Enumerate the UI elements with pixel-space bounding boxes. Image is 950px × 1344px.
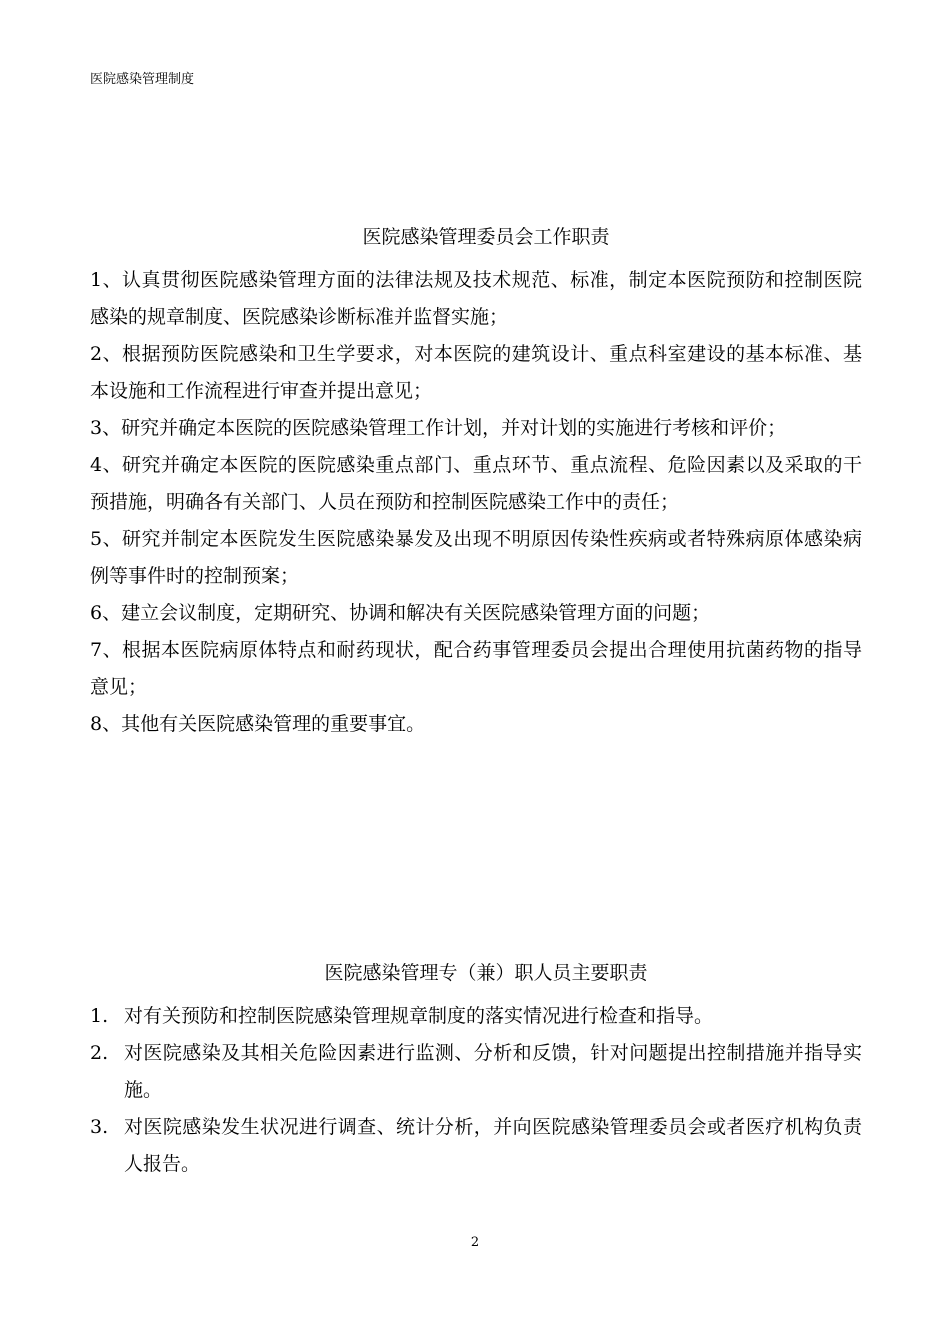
committee-duty-item: 2、根据预防医院感染和卫生学要求，对本医院的建筑设计、重点科室建设的基本标准、基本设施和工作流程进行审查并提出意见； (90, 343, 862, 402)
page-number: 2 (470, 1235, 480, 1250)
committee-duty-item: 5、研究并制定本医院发生医院感染暴发及出现不明原因传染性疾病或者特殊病原体感染病例等事件时的控制预案； (90, 528, 862, 587)
staff-duty-item (90, 998, 862, 1035)
committee-duty-item: 7、根据本医院病原体特点和耐药现状，配合药事管理委员会提出合理使用抗菌药物的指导意见； (90, 639, 862, 698)
list-number: 1. (90, 1005, 109, 1027)
list-text: 对有关预防和控制医院感染管理规章制度的落实情况进行检查和指导。 (124, 1005, 714, 1027)
committee-duty-item: 3、研究并确定本医院的医院感染管理工作计划，并对计划的实施进行考核和评价； (90, 417, 787, 439)
list-number: 2. (90, 1042, 109, 1064)
staff-duties-title: 医院感染管理专（兼）职人员主要职责 (324, 962, 648, 984)
list-text: 对医院感染发生状况进行调查、统计分析，并向医院感染管理委员会或者医疗机构负责人报告。 (124, 1116, 862, 1175)
committee-duty-item: 8、其他有关医院感染管理的重要事宜。 (90, 713, 426, 735)
committee-duty-item: 1、认真贯彻医院感染管理方面的法律法规及技术规范、标准，制定本医院预防和控制医院感染的规章制度、医院感染诊断标准并监督实施； (90, 269, 862, 328)
list-number: 3. (90, 1116, 109, 1138)
list-text: 对医院感染及其相关危险因素进行监测、分析和反馈，针对问题提出控制措施并指导实施。 (124, 1042, 862, 1101)
committee-duties-title: 医院感染管理委员会工作职责 (362, 226, 610, 248)
page-header: 医院感染管理制度 (90, 72, 195, 87)
committee-duty-item: 4、研究并确定本医院的医院感染重点部门、重点环节、重点流程、危险因素以及采取的干预措施，明确各有关部门、人员在预防和控制医院感染工作中的责任； (90, 454, 862, 513)
staff-duty-item (90, 1035, 862, 1109)
committee-duties-section (90, 224, 862, 743)
committee-duty-item: 6、建立会议制度，定期研究、协调和解决有关医院感染管理方面的问题； (90, 602, 711, 624)
staff-duty-item (90, 1109, 862, 1183)
staff-duties-section (90, 960, 862, 1183)
